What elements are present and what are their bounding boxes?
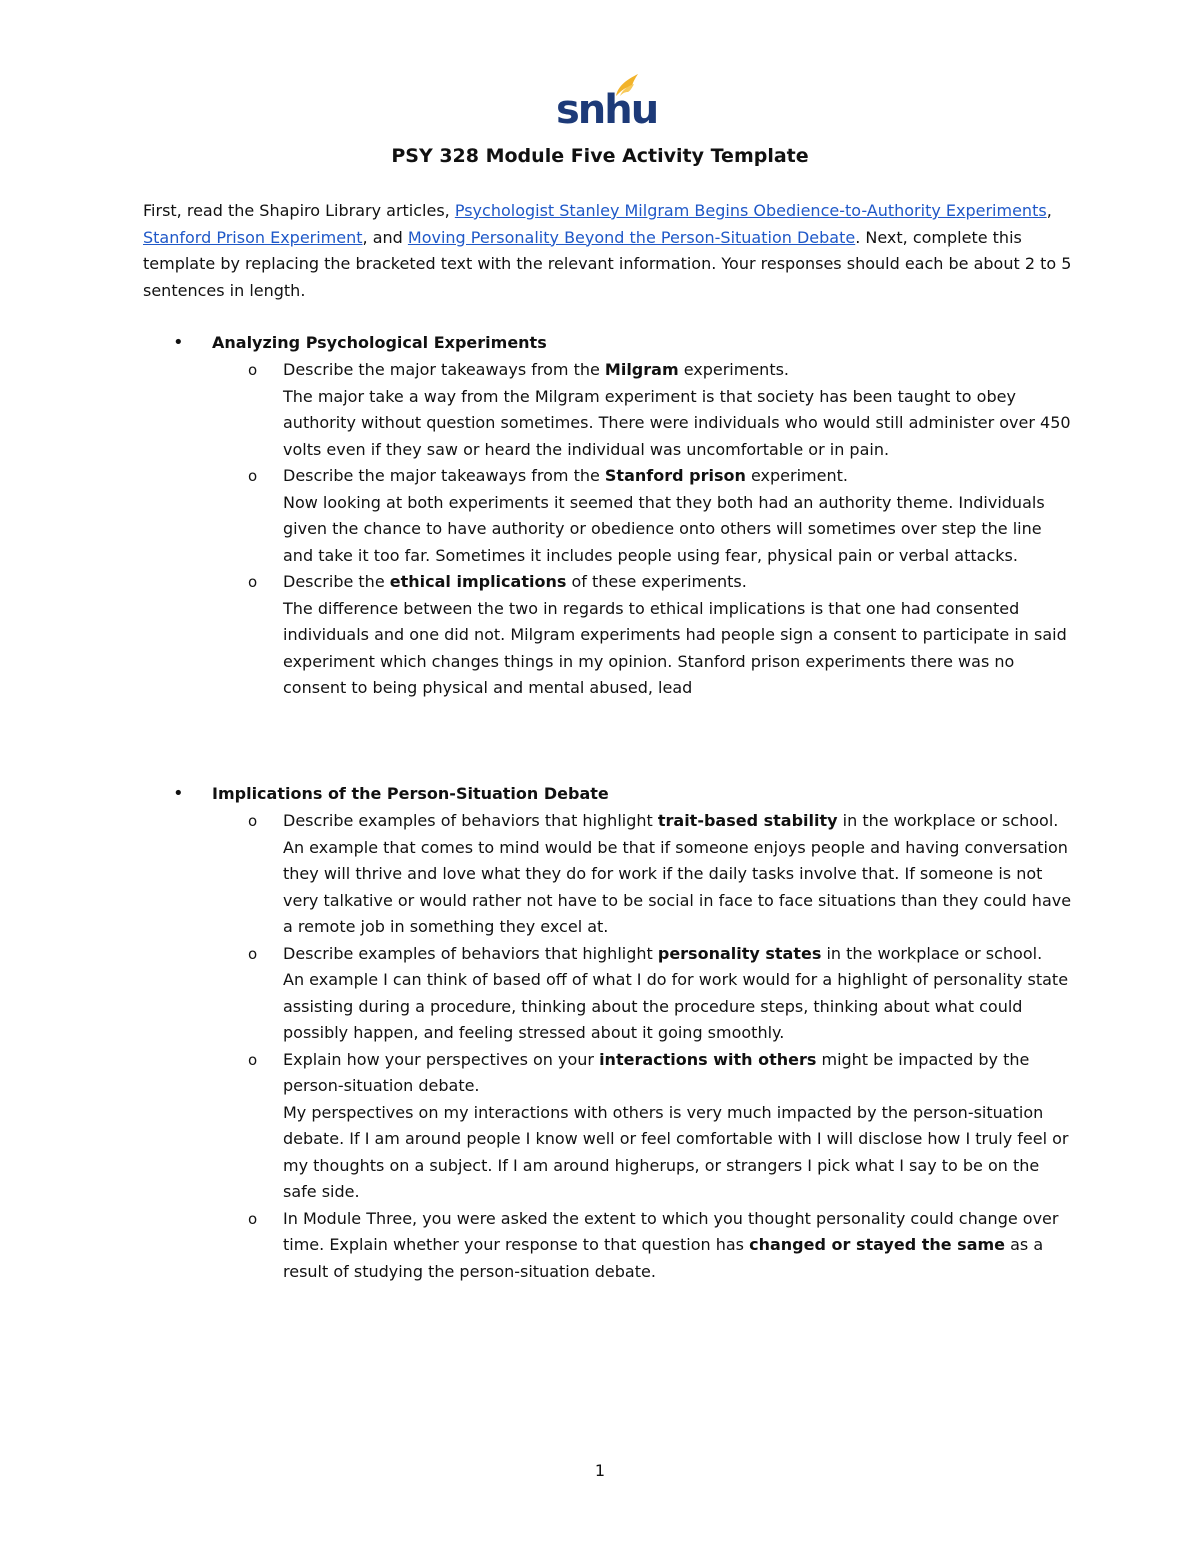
- sub-bullet-marker: o: [248, 944, 258, 963]
- intro-paragraph: [143, 198, 1073, 304]
- intro-suffix: . Next, complete this template by replacing the bracketed text with the relevant information. Your responses should each be about 2 to 5 sentences in length.: [143, 227, 1072, 300]
- prompt: Describe the major takeaways from the Milgram experiments.: [283, 360, 790, 379]
- link-person-situation-article[interactable]: Moving Personality Beyond the Person-Situation Debate: [407, 227, 856, 247]
- list-item: [248, 808, 1073, 941]
- prompt: In Module Three, you were asked the extent to which you thought personality could change over time. Explain whether your response to that question has changed or stayed the same as a result of studying the person-situation debate.: [283, 1208, 1059, 1281]
- intro-sep-1: ,: [1046, 201, 1052, 220]
- sub-bullet-marker: o: [248, 361, 258, 379]
- logo-wordmark: snhu: [556, 87, 658, 133]
- answer: The major take a way from the Milgram experiment is that society has been taught to obey authority without question sometimes. There were individuals who would still administer over 450 volts even if they saw or heard the individual was uncomfortable or in pain.: [283, 386, 1071, 459]
- section-heading-row: [0, 780, 1200, 808]
- answer: An example I can think of based off of what I do for work would for a highlight of personality state assisting during a procedure, thinking about the procedure steps, thinking about what could possibly happen, and feeling stressed about it going smoothly.: [283, 970, 1069, 1042]
- snhu-logo: [556, 72, 658, 134]
- answer: Now looking at both experiments it seemed that they both had an authority theme. Individuals given the chance to have authority or obedience onto others will sometimes over step the line and take it too far. Sometimes it includes people using fear, physical pain or verbal attacks.: [283, 492, 1045, 565]
- prompt: Describe the ethical implications of these experiments.: [283, 572, 747, 591]
- bullet-marker: •: [173, 783, 184, 804]
- list-item: [248, 1206, 1073, 1286]
- link-milgram-article[interactable]: Psychologist Stanley Milgram Begins Obedience-to-Authority Experiments: [454, 201, 1047, 220]
- prompt: Describe examples of behaviors that highlight trait-based stability in the workplace or school.: [283, 811, 1059, 830]
- section-analyzing-experiments: [0, 329, 1200, 702]
- sub-bullet-marker: o: [248, 812, 258, 830]
- page-title: PSY 328 Module Five Activity Template: [391, 145, 809, 167]
- list-item: [248, 357, 1073, 463]
- prompt: Explain how your perspectives on your interactions with others might be impacted by the person-situation debate.: [283, 1049, 1030, 1095]
- sub-bullet-marker: o: [248, 573, 258, 591]
- answer: My perspectives on my interactions with others is very much impacted by the person-situation debate. If I am around people I know well or feel comfortable with I will disclose how I truly feel or my thoughts on a subject. If I am around higherups, or strangers I pick what I say to be on the safe side.: [283, 1102, 1069, 1201]
- sub-bullet-marker: o: [248, 1209, 258, 1228]
- section-heading: Analyzing Psychological Experiments: [212, 333, 547, 352]
- section-heading: Implications of the Person-Situation Debate: [212, 784, 609, 803]
- answer: The difference between the two in regards to ethical implications is that one had consented individuals and one did not. Milgram experiments had people sign a consent to participate in said experiment which changes things in my opinion. Stanford prison experiments there was no consent to being physical and mental abused, lead: [283, 598, 1067, 697]
- sub-bullet-marker: o: [248, 467, 258, 485]
- sub-bullet-marker: o: [248, 1050, 258, 1069]
- prompt: Describe the major takeaways from the Stanford prison experiment.: [283, 466, 848, 485]
- list-item: [248, 941, 1073, 1047]
- section-heading-row: [0, 329, 1200, 357]
- section-person-situation: [0, 780, 1200, 1285]
- page-number: 1: [594, 1461, 606, 1480]
- intro-prefix: First, read the Shapiro Library articles,: [143, 201, 455, 220]
- intro-sep-2: , and: [362, 227, 408, 247]
- list-item: [248, 1047, 1073, 1206]
- bullet-marker: •: [173, 332, 184, 353]
- list-item: [248, 569, 1073, 702]
- prompt: Describe examples of behaviors that highlight personality states in the workplace or school.: [283, 943, 1043, 963]
- answer: An example that comes to mind would be that if someone enjoys people and having conversation they will thrive and love what they do for work if the daily tasks involve that. If someone is not very talkative or would rather not have to be social in face to face situations than they could have a remote job in something they excel at.: [283, 837, 1072, 936]
- link-stanford-article[interactable]: Stanford Prison Experiment: [143, 227, 363, 247]
- list-item: [248, 463, 1073, 569]
